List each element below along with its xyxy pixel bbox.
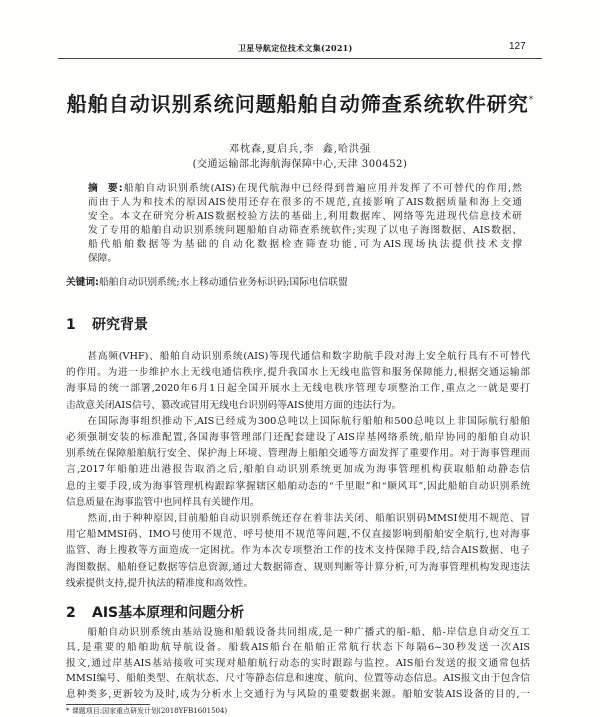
paper-title-text: 船舶自动识别系统问题船舶自动筛查系统软件研究	[66, 92, 529, 116]
paragraph	[66, 511, 530, 592]
abstract-line: 船代船舶数据等为基础的自动化数据检查筛查功能,可为AIS现场执法提供技术支撑	[88, 239, 522, 250]
abstract-line: 发了专用的船舶自动识别系统问题船舶自动筛查系统软件;实现了以电子海图数据、AIS数据、	[88, 225, 522, 236]
footnote-mark: *	[66, 707, 70, 715]
paper-affiliation: (交通运输部北海航海保障中心,天津 300452)	[192, 159, 408, 170]
text-line: 在国际海事组织推动下,AIS已经成为300总吨以上国际航行船舶和500总吨以上非国际航行船舶	[87, 415, 530, 427]
footnote-text: 课题项目:国家重点研发计划(2018YFB1601504)	[71, 707, 228, 715]
abstract-line: 安全。本文在研究分析AIS数据校验方法的基础上,利用数据库、网络等先进现代信息技术研	[88, 211, 522, 222]
text-line: 息种类多,更新较为及时,成为分析水上交通行为与风险的重要数据来源。船舶安装AIS设备的目的,一	[66, 688, 530, 700]
abstract-line: 而由于人为和技术的原因AIS使用还存在很多的不规范,直接影响了AIS数据质量和海上交通	[88, 197, 522, 208]
paragraph	[66, 625, 530, 702]
abstract	[88, 182, 522, 266]
text-line: 信息质量在海事监管中也同样具有关键作用。	[66, 496, 260, 508]
text-line: 的作用。为进一步维护水上无线电通信秩序,提升我国水上无线电监管和服务保障能力,根据交通运输部	[66, 367, 530, 379]
keywords-label: 关键词:	[66, 277, 99, 288]
footnote-rule	[66, 704, 150, 705]
text-line: MMSI编号、船舶类型、在航状态、尺寸等静态信息和速度、航向、位置等动态信息。AIS报文由于包含信	[66, 673, 530, 685]
text-line: 言,2017年船舶进出港报告取消之后,船舶自动识别系统更加成为海事管理机构获取船舶动静态信	[66, 464, 530, 476]
abstract-line	[88, 182, 522, 196]
text-line: 甚高频(VHF)、船舶自动识别系统(AIS)等现代通信和数字助航手段对海上安全航行具有不可替代	[87, 351, 530, 362]
text-line: 监管、海上搜救等方面造成一定困扰。作为本次专项整治工作的技术支持保障手段,结合AIS数据、电子	[66, 545, 530, 557]
text-line: 船舶自动识别系统由基站设施和船载设备共同组成,是一种广播式的船-船、船-岸信息自动交互工	[87, 627, 530, 638]
text-line: 必须强制安装的标准配置,各国海事管理部门还配套建设了AIS岸基网络系统,船岸协同的船舶自动识	[66, 432, 530, 444]
text-line: 击故意关闭AIS信号、篡改或冒用无线电台识别码等AIS使用方面的违法行为。	[66, 399, 402, 411]
abstract-label: 摘 要:	[88, 183, 123, 194]
section-2-heading	[66, 604, 530, 622]
abstract-line: 保障。	[88, 253, 118, 264]
running-head-title: 卫星导航定位技术文集(2021)	[238, 43, 353, 53]
footnote	[66, 706, 227, 716]
page-number: 127	[509, 41, 526, 52]
text-line: 海图数据、船舶登记数据等信息资源,通过大数据筛查、规则判断等计算分析,可为海事管理机构发现违法	[66, 561, 530, 573]
paragraph	[66, 414, 530, 511]
text-line: 报文,通过岸基AIS基站接收可实现对船舶航行动态的实时跟踪与监控。AIS船台发送的报文通常包括	[66, 657, 530, 669]
text-line: 线索提供支持,提升执法的精准度和高效性。	[66, 577, 254, 589]
keywords	[66, 276, 530, 290]
section-1-body	[66, 349, 530, 592]
text-line: 息的主要手段,成为海事管理机构跟踪掌握辖区船舶动态的“千里眼”和“顺风耳”,因此船舶自动识别系统	[66, 480, 530, 492]
title-footnote-mark: *	[528, 95, 534, 105]
section-number: 1	[66, 317, 76, 333]
header-rule	[58, 58, 542, 59]
text-line: 具,是重要的船舶助航导航设备。船载AIS船台在船舶正常航行状态下每隔6~30秒发送一次AIS	[66, 642, 530, 654]
section-1-heading	[66, 316, 530, 334]
text-line: 用它船MMSI码、IMO号使用不规范、呼号使用不规范等问题,不仅直接影响到船舶安全航行,也对海事	[66, 529, 530, 541]
keywords-text: 船舶自动识别系统;水上移动通信业务标识码;国际电信联盟	[98, 277, 348, 288]
paper-title	[60, 92, 540, 116]
section-title: AIS基本原理和问题分析	[92, 605, 245, 621]
section-number: 2	[66, 605, 76, 621]
text-line: 然而,由于种种原因,目前船舶自动识别系统还存在着非法关闭、船舶识别码MMSI使用不规范、冒	[87, 513, 530, 525]
section-2-body	[66, 625, 530, 702]
abstract-line-text: 船舶自动识别系统(AIS)在现代航海中已经得到普遍应用并发挥了不可替代的作用,然	[122, 183, 522, 194]
paper-authors: 邓枕森,夏启兵,李 鑫,哈洪强	[229, 144, 371, 155]
text-line: 海事局的统一部署,2020年6月1日起全国开展水上无线电秩序管理专项整治工作,重点之一就是要打	[66, 383, 530, 395]
section-title: 研究背景	[92, 317, 148, 333]
text-line: 别系统在保障船舶航行安全、保护海上环境、管理海上船舶交通等方面发挥了重要作用。对于海事管理而	[66, 448, 530, 460]
paragraph	[66, 349, 530, 414]
